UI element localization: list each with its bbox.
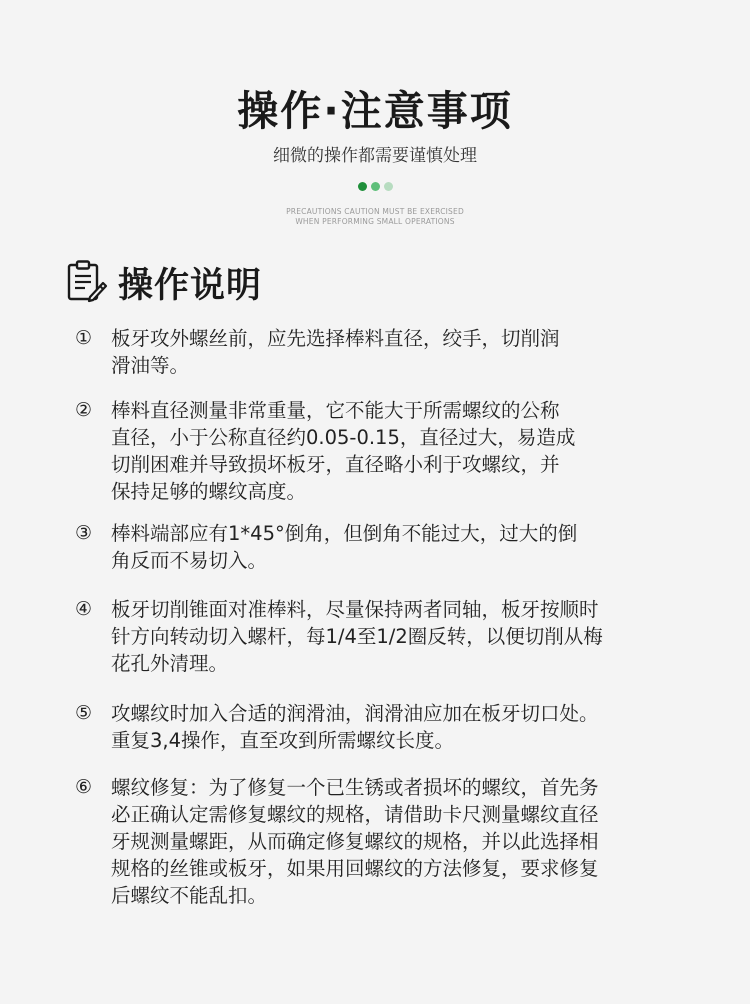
item-line: 板牙切削锥面对准棒料，尽量保持两者同轴，板牙按顺时: [111, 598, 599, 621]
item-line: 攻螺纹时加入合适的润滑油，润滑油应加在板牙切口处。: [111, 702, 599, 725]
section-title: 操作说明: [118, 266, 263, 306]
item-text: [111, 774, 675, 909]
list-item: [75, 774, 675, 909]
item-number: ④: [75, 598, 93, 620]
dot-mid-green: [371, 182, 380, 191]
item-line: 针方向转动切入螺杆，每1/4至1/2圈反转，以便切削从梅: [111, 625, 603, 648]
item-line: 花孔外清理。: [111, 652, 229, 675]
item-line: 必正确认定需修复螺纹的规格，请借助卡尺测量螺纹直径: [111, 803, 599, 826]
item-number: ⑥: [75, 776, 93, 798]
item-number: ②: [75, 399, 93, 421]
item-line: 规格的丝锥或板牙，如果用回螺纹的方法修复，要求修复: [111, 857, 599, 880]
dot-light-green: [384, 182, 393, 191]
item-line: 后螺纹不能乱扣。: [111, 884, 268, 907]
item-line: 滑油等。: [111, 354, 190, 377]
page-title: 操作·注意事项: [237, 87, 513, 135]
item-line: 保持足够的螺纹高度。: [111, 480, 307, 503]
item-text: [111, 700, 675, 754]
page-subtitle: 细微的操作都需要谨慎处理: [273, 146, 477, 166]
item-line: 重复3,4操作，直至攻到所需螺纹长度。: [111, 729, 455, 752]
item-number: ①: [75, 327, 93, 349]
item-line: 螺纹修复：为了修复一个已生锈或者损坏的螺纹，首先务: [111, 776, 599, 799]
item-line: 直径，小于公称直径约0.05-0.15，直径过大，易造成: [111, 426, 576, 449]
clipboard-pen-icon: [66, 259, 118, 307]
list-item: [75, 596, 675, 677]
item-line: 牙规测量螺距，从而确定修复螺纹的规格，并以此选择相: [111, 830, 599, 853]
list-item: [75, 397, 675, 505]
item-line: 棒料端部应有1*45°倒角，但倒角不能过大，过大的倒: [111, 522, 578, 545]
item-text: [111, 520, 675, 574]
item-line: 棒料直径测量非常重量，它不能大于所需螺纹的公称: [111, 399, 560, 422]
dot-dark-green: [358, 182, 367, 191]
item-text: [111, 596, 675, 677]
item-text: [111, 397, 675, 505]
english-caption-line-2: WHEN PERFORMING SMALL OPERATIONS: [295, 217, 455, 226]
english-caption: [0, 207, 750, 227]
item-number: ⑤: [75, 702, 93, 724]
list-item: [75, 700, 675, 754]
item-number: ③: [75, 522, 93, 544]
item-line: 板牙攻外螺丝前，应先选择棒料直径，绞手，切削润: [111, 327, 560, 350]
item-line: 切削困难并导致损坏板牙，直径略小利于攻螺纹，并: [111, 453, 560, 476]
item-line: 角反而不易切入。: [111, 549, 268, 572]
list-item: [75, 325, 675, 379]
list-item: [75, 520, 675, 574]
decorative-dots: [0, 182, 750, 191]
english-caption-line-1: PRECAUTIONS CAUTION MUST BE EXERCISED: [286, 207, 464, 216]
item-text: [111, 325, 675, 379]
section-heading: [66, 258, 262, 308]
